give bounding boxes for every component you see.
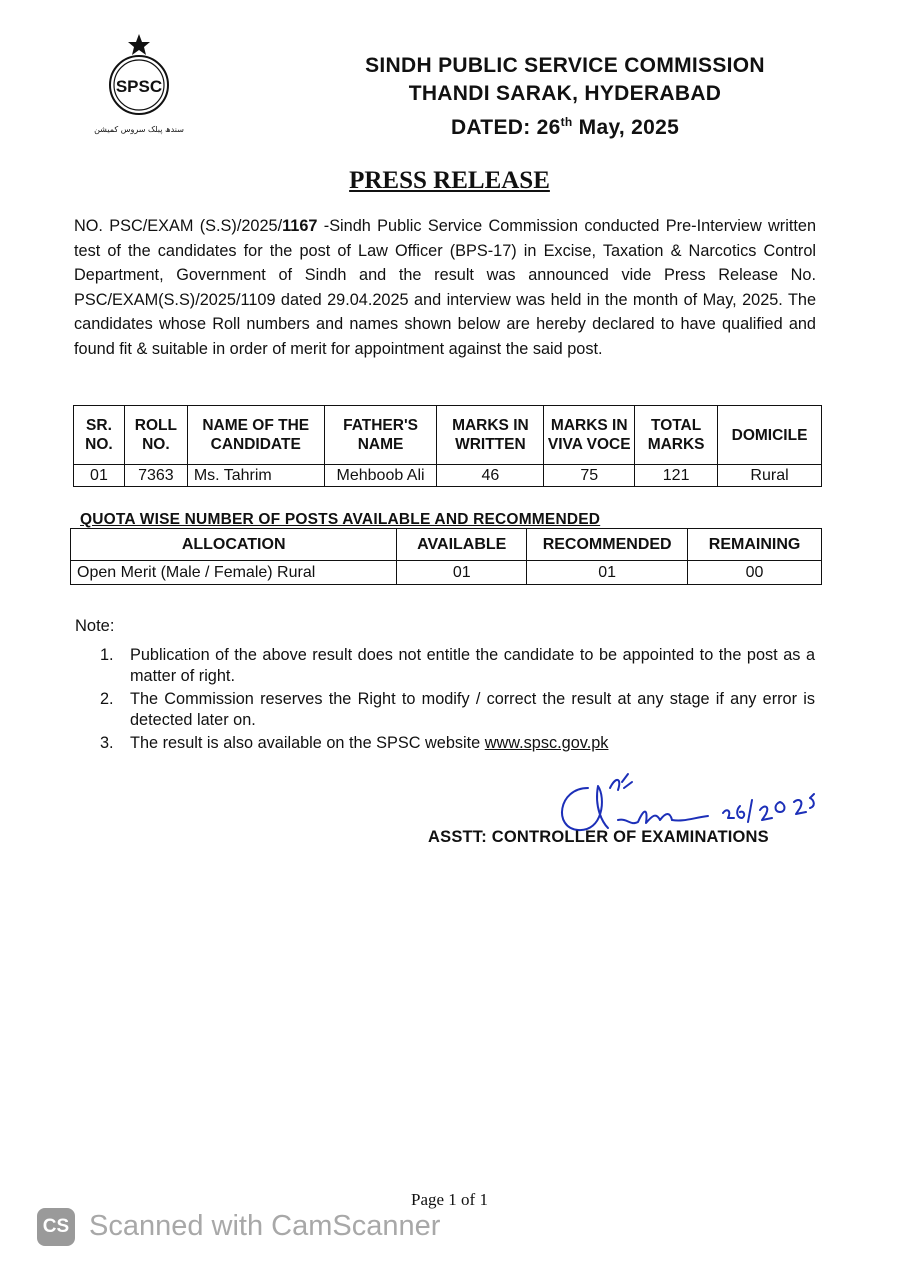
father-name-cell: Mehboob Ali bbox=[324, 465, 437, 487]
table-row bbox=[74, 465, 822, 487]
spsc-website-link[interactable]: www.spsc.gov.pk bbox=[484, 734, 609, 752]
controller-designation: ASSTT: CONTROLLER OF EXAMINATIONS bbox=[428, 828, 769, 846]
header-cell: SR. NO. bbox=[74, 406, 125, 465]
header-cell: MARKS IN WRITTEN bbox=[437, 406, 544, 465]
recommended-cell: 01 bbox=[527, 561, 688, 585]
header-cell: AVAILABLE bbox=[397, 529, 527, 561]
page-number: Page 1 of 1 bbox=[411, 1190, 488, 1209]
quota-header-row bbox=[71, 529, 822, 561]
quota-table bbox=[70, 528, 822, 585]
header-cell: ALLOCATION bbox=[71, 529, 397, 561]
header-cell: TOTAL MARKS bbox=[635, 406, 718, 465]
org-name: SINDH PUBLIC SERVICE COMMISSION bbox=[365, 54, 765, 77]
available-cell: 01 bbox=[397, 561, 527, 585]
total-marks-cell: 121 bbox=[635, 465, 718, 487]
quota-heading: QUOTA WISE NUMBER OF POSTS AVAILABLE AND RECOMMENDED bbox=[80, 511, 601, 528]
list-item bbox=[100, 689, 815, 731]
table-row bbox=[71, 561, 822, 585]
header-cell: DOMICILE bbox=[718, 406, 822, 465]
allocation-cell: Open Merit (Male / Female) Rural bbox=[71, 561, 397, 585]
press-release-title: PRESS RELEASE bbox=[349, 167, 550, 194]
header-cell: REMAINING bbox=[688, 529, 822, 561]
camscanner-text: Scanned with CamScanner bbox=[89, 1210, 441, 1242]
note-number: 2. bbox=[100, 690, 114, 708]
written-marks-cell: 46 bbox=[437, 465, 544, 487]
header-cell: ROLL NO. bbox=[124, 406, 187, 465]
list-item bbox=[100, 733, 815, 754]
result-header-row bbox=[74, 406, 822, 465]
note-number: 1. bbox=[100, 646, 114, 664]
header-cell: FATHER'S NAME bbox=[324, 406, 437, 465]
result-table bbox=[73, 405, 822, 487]
domicile-cell: Rural bbox=[718, 465, 822, 487]
candidate-name-cell: Ms. Tahrim bbox=[187, 465, 324, 487]
viva-marks-cell: 75 bbox=[544, 465, 635, 487]
svg-text:SPSC: SPSC bbox=[115, 77, 163, 96]
roll-no-cell: 7363 bbox=[124, 465, 187, 487]
body-paragraph: NO. PSC/EXAM (S.S)/2025/1167 -Sindh Public Service Commission conducted Pre-Interview written test of the candidates for the post of Law Officer (BPS-17) in Excise, Taxation & Narcotics Control Department, Government of Sindh and the result was announced vide Press Release No. PSC/EXAM(S.S)/2025/1109 dated 29.04.2025 and interview was held in the month of May, 2025. The candidates whose Roll numbers and names shown below are hereby declared to have qualified and found fit & suitable in order of merit for appointment against the said post. bbox=[74, 217, 816, 358]
letterhead-title bbox=[300, 52, 830, 142]
svg-text:سندھ پبلک سروس کمیشن: سندھ پبلک سروس کمیشن bbox=[94, 125, 184, 134]
remaining-cell: 00 bbox=[688, 561, 822, 585]
note-text: The result is also available on the SPSC website bbox=[130, 734, 485, 752]
header-cell: MARKS IN VIVA VOCE bbox=[544, 406, 635, 465]
header-cell: RECOMMENDED bbox=[527, 529, 688, 561]
sr-no-cell: 01 bbox=[74, 465, 125, 487]
note-text: Publication of the above result does not entitle the candidate to be appointed to the post as a matter of right. bbox=[130, 646, 815, 685]
list-item bbox=[100, 645, 815, 687]
spsc-logo bbox=[84, 32, 194, 142]
org-address: THANDI SARAK, HYDERABAD bbox=[408, 82, 722, 105]
note-number: 3. bbox=[100, 734, 114, 752]
header-cell: NAME OF THE CANDIDATE bbox=[187, 406, 324, 465]
notes-list bbox=[100, 645, 815, 756]
note-text: The Commission reserves the Right to modify / correct the result at any stage if any error is detected later on. bbox=[130, 690, 815, 729]
date-line: DATED: 26th May, 2025 bbox=[450, 115, 680, 139]
note-heading: Note: bbox=[75, 617, 115, 635]
camscanner-icon: CS bbox=[37, 1208, 75, 1246]
